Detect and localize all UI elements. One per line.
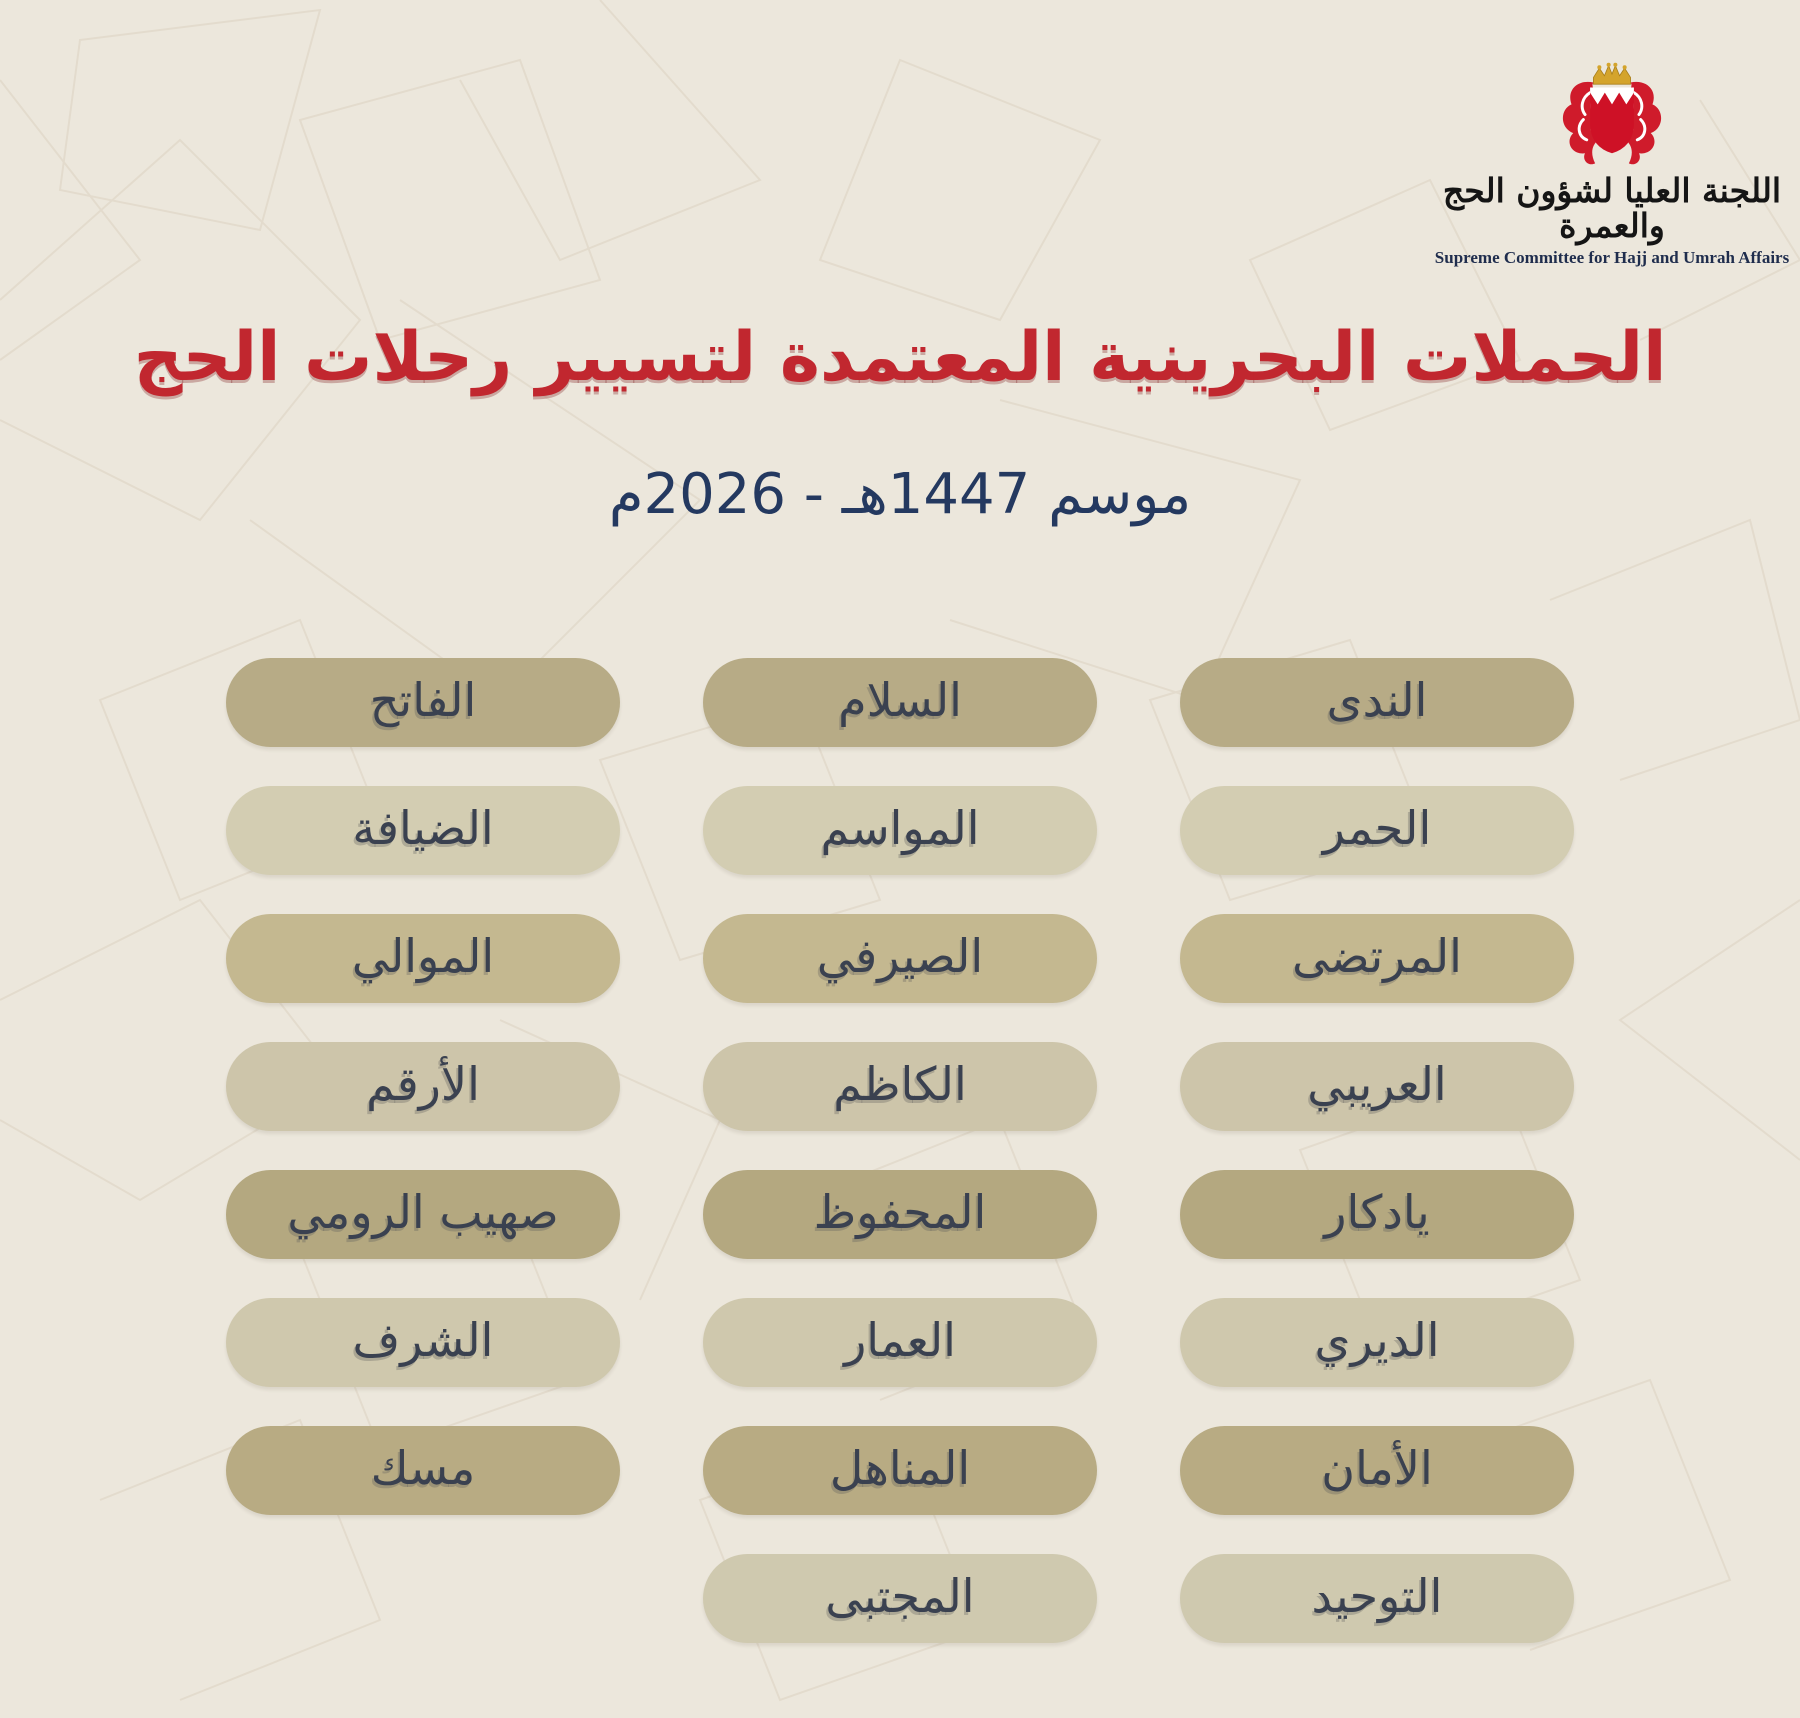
campaigns-grid [226,658,1574,1643]
campaign-name: الأرقم [366,1056,480,1111]
campaign-name: الديري [1314,1312,1440,1367]
campaign-name: الكاظم [833,1056,967,1111]
campaign-name: المرتضى [1292,928,1462,983]
campaign-name: الندى [1326,672,1428,727]
campaign-pill [703,1554,1097,1643]
campaign-name: المجتبى [825,1568,975,1623]
campaign-pill [226,914,620,1003]
campaign-pill [1180,1554,1574,1643]
campaign-pill [703,1170,1097,1259]
committee-logo [1432,56,1792,268]
campaign-name: الضيافة [352,800,494,855]
campaign-name: الأمان [1321,1440,1433,1495]
campaign-name: السلام [838,672,962,727]
campaign-pill [1180,914,1574,1003]
campaign-pill [1180,1426,1574,1515]
campaign-name: الفاتح [369,672,477,727]
campaign-name: الشرف [352,1312,494,1367]
campaign-pill [1180,1042,1574,1131]
campaign-name: المناهل [829,1440,971,1495]
campaign-name: التوحيد [1311,1568,1443,1623]
campaign-pill [1180,1298,1574,1387]
campaign-name: الموالي [351,928,495,983]
committee-name-arabic: اللجنة العليا لشؤون الحج والعمرة [1442,171,1782,245]
committee-name-english: Supreme Committee for Hajj and Umrah Affairs [1434,248,1790,268]
page-title: الحملات البحرينية المعتمدة لتسيير رحلات الحج [133,318,1667,397]
campaign-name: العمار [844,1312,956,1367]
campaign-name: مسك [370,1440,476,1495]
campaign-name: الحمر [1322,800,1432,855]
campaign-pill [1180,658,1574,747]
campaign-name: العريبي [1307,1056,1447,1111]
campaign-name: المواسم [820,800,980,855]
campaign-name: المحفوظ [813,1184,987,1239]
campaign-name: يادكار [1324,1184,1430,1239]
campaign-pill [226,1170,620,1259]
campaign-pill [1180,1170,1574,1259]
campaign-pill [226,1426,620,1515]
campaign-pill [703,1298,1097,1387]
campaign-pill [226,1042,620,1131]
campaign-name: صهيب الرومي [287,1184,559,1239]
campaign-name: الصيرفي [816,928,984,983]
campaign-pill [226,786,620,875]
season-subtitle: موسم 1447هـ - 2026م [608,462,1192,527]
campaign-pill [703,658,1097,747]
campaign-pill [703,914,1097,1003]
campaign-pill [226,658,620,747]
campaign-pill [226,1298,620,1387]
campaign-pill [1180,786,1574,875]
bahrain-coat-of-arms-icon [1553,56,1671,168]
campaign-pill [703,1042,1097,1131]
campaign-pill [703,786,1097,875]
campaign-pill [703,1426,1097,1515]
